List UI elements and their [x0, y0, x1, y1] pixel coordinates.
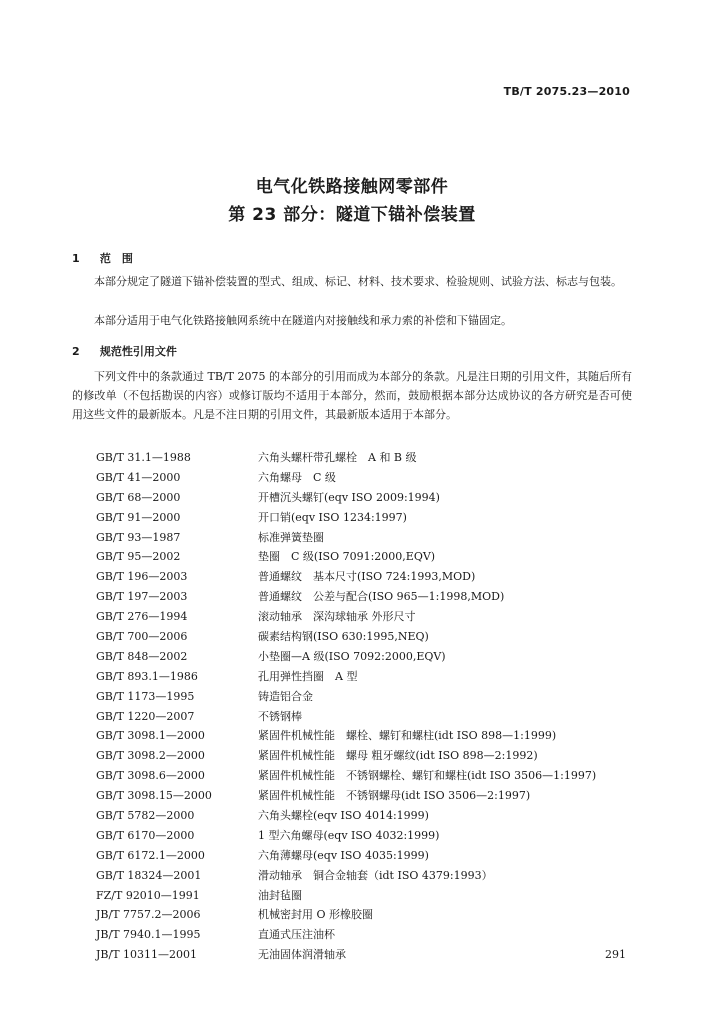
reference-code: GB/T 893.1—1986: [96, 669, 198, 683]
reference-item: [96, 547, 656, 567]
section-title: 范 围: [99, 252, 133, 265]
reference-item: [96, 826, 656, 846]
paragraph-text: 本部分适用于电气化铁路接触网系统中在隧道内对接触线和承力索的补偿和下锚固定。: [94, 314, 512, 327]
reference-item: [96, 746, 656, 766]
document-code: TB/T 2075.23—2010: [503, 85, 630, 98]
reference-code: GB/T 3098.2—2000: [96, 749, 205, 763]
scope-paragraph-2: [72, 311, 632, 330]
reference-title: 小垫圈—A 级(ISO 7092:2000,EQV): [258, 649, 446, 663]
reference-item: [96, 905, 656, 925]
document-title: 电气化铁路接触网零部件: [255, 177, 449, 197]
reference-title: 孔用弹性挡圈 A 型: [258, 669, 358, 683]
reference-item: [96, 945, 656, 965]
reference-code: GB/T 1220—2007: [96, 709, 195, 723]
reference-item: [96, 448, 656, 468]
reference-title: 1 型六角螺母(eqv ISO 4032:1999): [258, 828, 440, 842]
reference-code: GB/T 3098.15—2000: [96, 789, 212, 803]
document-subtitle: 第 23 部分：隧道下锚补偿装置: [228, 205, 476, 225]
reference-title: 滑动轴承 铜合金轴套（idt ISO 4379:1993）: [258, 868, 493, 882]
reference-title: 开槽沉头螺钉(eqv ISO 2009:1994): [258, 490, 440, 504]
reference-item: [96, 647, 656, 667]
reference-title: 六角头螺杆带孔螺栓 A 和 B 级: [258, 451, 417, 464]
reference-code: GB/T 18324—2001: [96, 868, 202, 882]
reference-title: 不锈钢棒: [258, 709, 302, 723]
section-1-heading: [72, 250, 133, 266]
section-number: 1: [72, 252, 80, 265]
reference-title: 六角螺母 C 级: [258, 470, 336, 484]
reference-item: [96, 468, 656, 488]
reference-item: [96, 707, 656, 727]
reference-title: 油封毡圈: [258, 888, 302, 902]
section-2-heading: [72, 343, 177, 359]
reference-list: [96, 448, 656, 965]
reference-code: GB/T 41—2000: [96, 470, 181, 484]
page-number: 291: [605, 948, 626, 961]
reference-code: GB/T 848—2002: [96, 649, 188, 663]
reference-title: 开口销(eqv ISO 1234:1997): [258, 510, 407, 524]
reference-title: 直通式压注油杯: [258, 928, 335, 942]
reference-item: [96, 846, 656, 866]
reference-title: 滚动轴承 深沟球轴承 外形尺寸: [258, 610, 416, 624]
reference-code: GB/T 3098.1—2000: [96, 729, 205, 743]
reference-title: 垫圈 C 级(ISO 7091:2000,EQV): [258, 550, 436, 564]
reference-title: 无油固体润滑轴承: [258, 948, 346, 962]
reference-title: 碳素结构钢(ISO 630:1995,NEQ): [258, 630, 429, 644]
reference-item: [96, 726, 656, 746]
reference-code: GB/T 6170—2000: [96, 828, 195, 842]
reference-title: 标准弹簧垫圈: [258, 530, 324, 544]
reference-title: 普通螺纹 公差与配合(ISO 965—1:1998,MOD): [258, 590, 505, 604]
reference-title: 铸造铝合金: [258, 689, 313, 703]
reference-code: GB/T 31.1—1988: [96, 451, 191, 464]
reference-code: GB/T 93—1987: [96, 530, 181, 544]
reference-item: [96, 687, 656, 707]
reference-item: [96, 925, 656, 945]
reference-item: [96, 806, 656, 826]
reference-code: GB/T 91—2000: [96, 510, 181, 524]
reference-item: [96, 766, 656, 786]
reference-item: [96, 627, 656, 647]
reference-item: [96, 786, 656, 806]
paragraph-text: 本部分规定了隧道下锚补偿装置的型式、组成、标记、材料、技术要求、检验规则、试验方法、标志与包装。: [94, 275, 622, 288]
reference-item: [96, 607, 656, 627]
reference-code: GB/T 6172.1—2000: [96, 848, 205, 862]
reference-title: 紧固件机械性能 不锈钢螺栓、螺钉和螺柱(idt ISO 3506—1:1997): [258, 769, 597, 783]
reference-item: [96, 587, 656, 607]
reference-code: JB/T 7757.2—2006: [96, 908, 201, 922]
reference-item: [96, 667, 656, 687]
reference-code: GB/T 5782—2000: [96, 809, 195, 823]
references-intro: [72, 367, 632, 424]
section-number: 2: [72, 345, 80, 358]
reference-code: GB/T 276—1994: [96, 610, 188, 624]
reference-title: 六角头螺栓(eqv ISO 4014:1999): [258, 809, 429, 823]
scope-paragraph-1: [72, 272, 632, 291]
reference-title: 六角薄螺母(eqv ISO 4035:1999): [258, 848, 429, 862]
paragraph-text: 下列文件中的条款通过 TB/T 2075 的本部分的引用而成为本部分的条款。凡是注日期的引用文件，其随后所有的修改单（不包括勘误的内容）或修订版均不适用于本部分，然而，鼓励根据本部分达成协议的各方研究是否可使用这些文件的最新版本。凡是不注日期的引用文件，其最新版本适用于本部分。: [72, 370, 632, 421]
reference-title: 紧固件机械性能 螺栓、螺钉和螺柱(idt ISO 898—1:1999): [258, 729, 557, 743]
reference-item: [96, 866, 656, 886]
reference-code: GB/T 196—2003: [96, 570, 188, 584]
reference-code: JB/T 10311—2001: [96, 948, 198, 962]
reference-code: GB/T 1173—1995: [96, 689, 195, 703]
reference-code: FZ/T 92010—1991: [96, 888, 200, 902]
reference-code: JB/T 7940.1—1995: [96, 928, 201, 942]
reference-code: GB/T 68—2000: [96, 490, 181, 504]
reference-item: [96, 567, 656, 587]
reference-code: GB/T 95—2002: [96, 550, 181, 564]
reference-code: GB/T 3098.6—2000: [96, 769, 205, 783]
reference-code: GB/T 700—2006: [96, 630, 188, 644]
section-title: 规范性引用文件: [99, 345, 177, 358]
reference-item: [96, 508, 656, 528]
reference-code: GB/T 197—2003: [96, 590, 188, 604]
reference-title: 普通螺纹 基本尺寸(ISO 724:1993,MOD): [258, 570, 476, 584]
reference-title: 紧固件机械性能 不锈钢螺母(idt ISO 3506—2:1997): [258, 789, 531, 803]
reference-item: [96, 886, 656, 906]
reference-item: [96, 488, 656, 508]
reference-item: [96, 528, 656, 548]
reference-title: 紧固件机械性能 螺母 粗牙螺纹(idt ISO 898—2:1992): [258, 749, 538, 763]
reference-title: 机械密封用 O 形橡胶圈: [258, 908, 374, 922]
